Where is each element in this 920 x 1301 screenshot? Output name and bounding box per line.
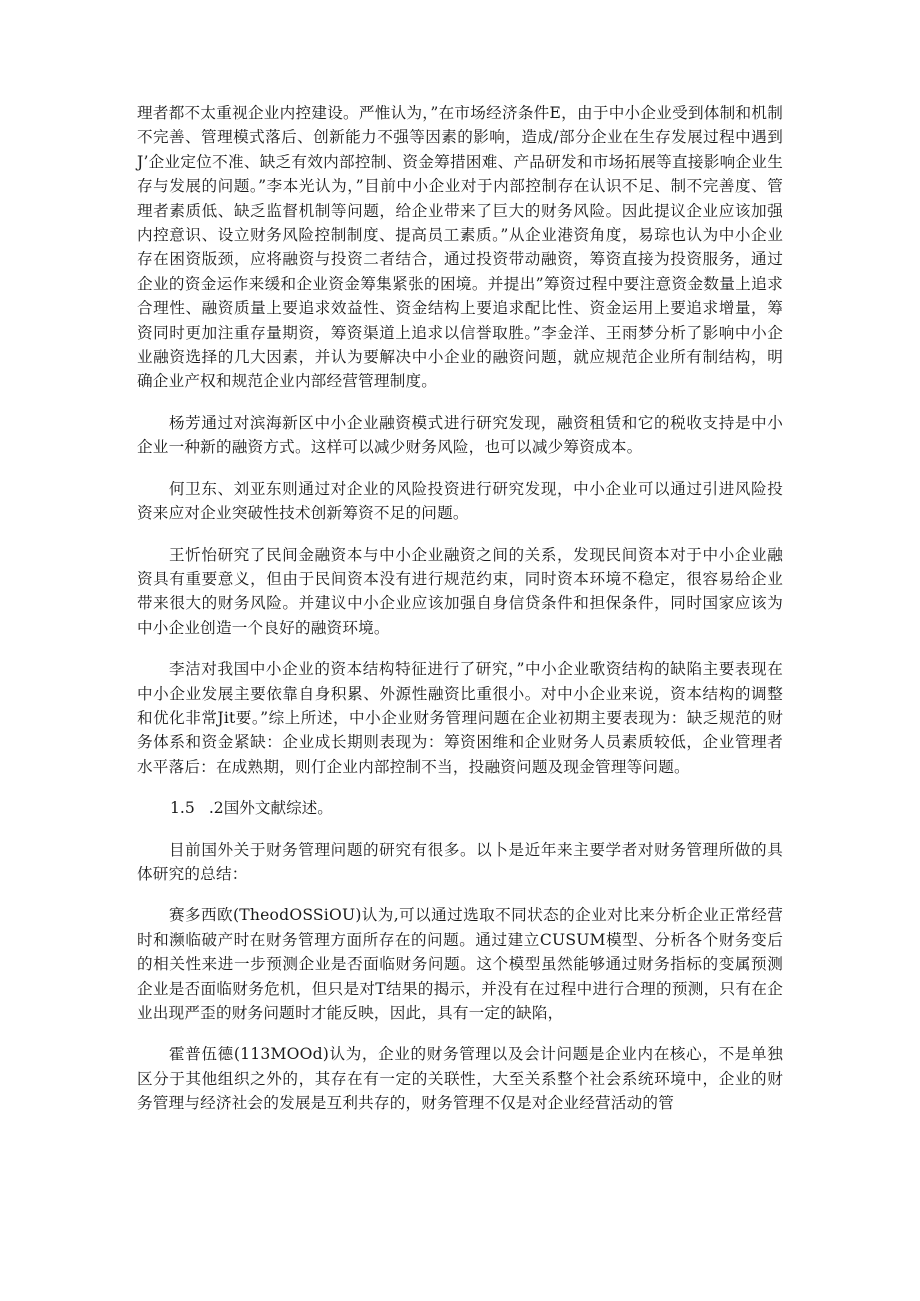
section-number-b: .2 xyxy=(208,799,224,818)
paragraph-3: 何卫东、刘亚东则通过对企业的风险投资进行研究发现，中小企业可以通过引进风险投资来应对企业突破性技术创新筹资不足的问题。 xyxy=(137,479,783,523)
paragraph-7: 赛多西欧(TheodOSSiOU)认为,可以通过选取不同状态的企业对比来分析企业正常经营时和濒临破产时在财务管理方面所存在的问题。通过建立CUSUM模型、分析各个财务变后的相关性来进一步预测企业是否面临财务问题。这个模型虽然能够通过财务指标的变属预测企业是否面临财务危机，但只是对T结果的揭示，并没有在过程中进行合理的预测，只有在企业出现严歪的财务问题时才能反映，因此，具有一定的缺陷， xyxy=(137,906,783,1022)
paragraph-4: 王忻怡研究了民间金融资本与中小企业融资之间的关系，发现民间资本对于中小企业融资具有重要意义，但由于民间资本没有进行规范约束，同时资本环境不稳定，很容易给企业带来很大的财务风险。并建议中小企业应该加强自身信贷条件和担保条件，同时国家应该为中小企业创造一个良好的融资环境。 xyxy=(137,545,783,637)
paragraph-6: 目前国外关于财务管理问题的研究有很多。以卜是近年来主要学者对财务管理所做的具体研究的总结： xyxy=(137,840,783,883)
paragraph-1: 理者都不太重视企业内控建设。严惟认为，”在市场经济条件E，由于中小企业受到体制和机制不完善、管理模式落后、创新能力不强等因素的影响，造成/部分企业在生存发展过程中遇到J’企业定位不准、缺乏有效内部控制、资金筹措困难、产品研发和市场拓展等直接影响企业生存与发展的问题。”李本光认为，”目前中小企业对于内部控制存在认识不足、制不完善度、管理者素质低、缺乏监督机制等问题，给企业带来了巨大的财务风险。因此提议企业应该加强内控意识、设立财务风险控制制度、提高员工素质。”从企业港资角度，易琮也认为中小企业存在困资版颈，应将融资与投资二者结合，通过投资带动融资，筹资直接为投资服务，通过企业的资金运作来缓和企业资金筹集紧张的困境。并提出”筹资过程中要注意资金数量上追求合理性、融资质量上要追求效益性、资金结构上要追求配比性、资金运用上要追求增量，筹资同时更加注重存量期资，筹资渠道上追求以信誉取胜。”李金洋、王雨梦分析了影响中小企业融资选择的几大因素，并认为要解决中小企业的融资问题，就应规范企业所有制结构，明确企业产权和规范企业内部经营管理制度。 xyxy=(137,104,783,391)
document-page xyxy=(137,101,783,1116)
paragraph-2: 杨芳通过对滨海新区中小企业融资模式进行研究发现，融资租赁和它的税收支持是中小企业一种新的融资方式。这样可以减少财务风险，也可以减少筹资成本。 xyxy=(137,413,783,457)
paragraph-8: 霍普伍德(113MOOd)认为，企业的财务管理以及会计问题是企业内在核心，不是单独区分于其他组织之外的，其存在有一定的关联性，大至关系整个社会系统环境中，企业的财务管理与经济社会的发展是互利共存的，财务管理不仅是对企业经营活动的管 xyxy=(137,1045,783,1113)
section-number-a: 1.5 xyxy=(170,799,195,818)
section-title: 国外文献综述。 xyxy=(223,799,333,818)
section-heading xyxy=(137,796,783,820)
paragraph-5: 李洁对我国中小企业的资本结构特征进行了研究，”中小企业歌资结构的缺陷主要表现在中小企业发展主要依靠自身积累、外源性融资比重很小。对中小企业来说，资本结构的调整和优化非常Jit要。”综上所述，中小企业财务管理问题在企业初期主要表现为：缺乏规范的财务体系和资金紧缺：企业成长期则表现为：筹资困维和企业财务人员素质较低，企业管理者水平落后：在成熟期，则仃企业内部控制不当，投融资问题及现金管理等问题。 xyxy=(137,660,783,776)
